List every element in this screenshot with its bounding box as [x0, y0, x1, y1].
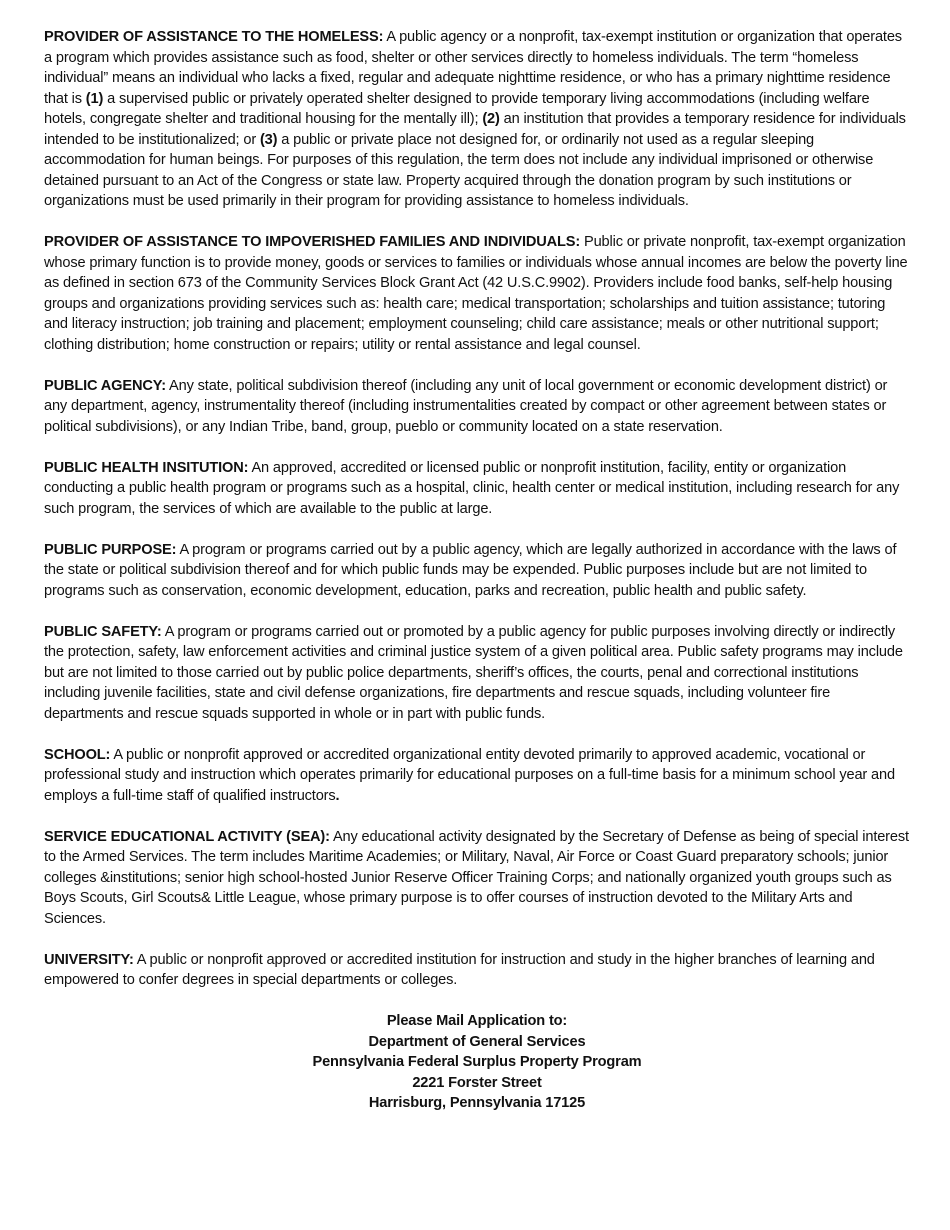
definition-paragraph — [44, 376, 910, 438]
definition-paragraph — [44, 745, 910, 807]
definition-paragraph — [44, 27, 910, 212]
mailing-street: 2221 Forster Street — [412, 1074, 542, 1091]
mailing-heading: Please Mail Application to: — [386, 1013, 568, 1029]
definition-term: SERVICE EDUCATIONAL ACTIVITY (SEA): — [44, 828, 330, 845]
definition-text: A public agency or a nonprofit, tax-exempt institution or organization that operates a program which provides assistance such as food, shelter or other services directly to homeless individuals. The term “homeless individual” means an individual who lacks a fixed, regular and adequate nighttime residence, or who has a primary nighttime residence that is — [44, 29, 902, 107]
definition-term: PUBLIC SAFETY: — [44, 623, 162, 640]
mailing-department: Department of General Services — [368, 1033, 586, 1050]
definition-text: A public or nonprofit approved or accredited institution for instruction and study in the higher branches of learning and empowered to confer degrees in special departments or colleges. — [44, 951, 875, 988]
definition-paragraph — [44, 232, 910, 355]
definition-paragraph — [44, 950, 910, 991]
mailing-address-block — [44, 1011, 910, 1114]
definition-paragraph — [44, 458, 910, 520]
definition-text: an institution that provides a temporary residence for individuals intended to be institutionalized; or — [44, 111, 906, 148]
definition-text: Any state, political subdivision thereof (including any unit of local government or economic development district) or any department, agency, instrumentality thereof (including instrumentalities created by compact or other agreement between states or political subdivisions), or any Indian Tribe, band, group, pueblo or community located on a state reservation. — [44, 377, 888, 435]
definition-term: UNIVERSITY: — [44, 951, 134, 968]
definition-term: PUBLIC PURPOSE: — [44, 541, 177, 558]
definition-term: SCHOOL: — [44, 746, 111, 763]
definition-bold-marker: . — [335, 787, 340, 804]
mailing-city: Harrisburg, Pennsylvania 17125 — [368, 1095, 586, 1111]
definition-text: Public or private nonprofit, tax-exempt organization whose primary function is to provide money, goods or services to families or individuals whose annual incomes are below the poverty line as defined in section 673 of the Community Services Block Grant Act (42 U.S.C.9902). Providers include food banks, self-help housing groups and organizations providing services such as: health care; medical transportation; scholarships and tuition assistance; tutoring and literacy instruction; job training and placement; employment counseling; child care assistance; meals or other nutritional support; clothing distribution; home construction or repairs; utility or rental assistance and legal counsel. — [44, 234, 908, 353]
definition-text: a supervised public or privately operated shelter designed to provide temporary living accommodations (including welfare hotels, congregate shelter and traditional housing for the mentally ill); — [44, 90, 870, 127]
definition-term: PROVIDER OF ASSISTANCE TO IMPOVERISHED FAMILIES AND INDIVIDUALS: — [44, 234, 581, 250]
definition-bold-marker: (2) — [482, 111, 500, 127]
definition-text: A public or nonprofit approved or accredited organizational entity devoted primarily to approved academic, vocational or professional study and instruction which operates primarily for educational purposes on a full-time basis for a minimum school year and employs a full-time staff of qualified instructors — [44, 746, 895, 804]
document-page — [44, 27, 910, 1114]
definition-text: A program or programs carried out by a public agency, which are legally authorized in accordance with the laws of the state or political subdivision thereof and for which public funds may be expended. Public purposes include but are not limited to programs such as conservation, economic development, education, parks and recreation, public health and public safety. — [44, 541, 897, 599]
definition-text: A program or programs carried out or promoted by a public agency for public purposes involving directly or indirectly the protection, safety, law enforcement activities and criminal justice system of a given political area. Public safety programs may include but are not limited to those carried out by public police departments, sheriff’s offices, the courts, penal and correctional institutions including juvenile facilities, state and civil defense organizations, fire departments and rescue squads, including volunteer fire departments and rescue squads supported in whole or in part with public funds. — [44, 623, 903, 722]
mailing-program: Pennsylvania Federal Surplus Property Program — [312, 1054, 642, 1070]
definition-term: PUBLIC HEALTH INSITUTION: — [44, 459, 249, 476]
definition-bold-marker: (1) — [85, 90, 104, 107]
definition-text: a public or private place not designed for, or ordinarily not used as a regular sleeping accommodation for human beings. For purposes of this regulation, the term does not include any individual imprisoned or otherwise detained pursuant to an Act of the Congress or state law. Property acquired through the donation program by such institutions or organizations must be used primarily in their program for providing assistance to homeless individuals. — [44, 131, 874, 209]
definition-term: PROVIDER OF ASSISTANCE TO THE HOMELESS: — [44, 29, 384, 45]
definition-paragraph — [44, 827, 910, 930]
definition-paragraph — [44, 622, 910, 725]
definition-bold-marker: (3) — [259, 131, 278, 148]
definitions-list — [44, 27, 910, 991]
definition-paragraph — [44, 540, 910, 602]
definition-term: PUBLIC AGENCY: — [44, 377, 166, 394]
definition-text: An approved, accredited or licensed public or nonprofit institution, facility, entity or organization conducting a public health program or programs such as a hospital, clinic, health center or medical institution, including research for any such program, the services of which are available to the public at large. — [44, 459, 900, 517]
definition-text: Any educational activity designated by the Secretary of Defense as being of special interest to the Armed Services. The term includes Maritime Academies; or Military, Naval, Air Force or Coast Guard preparatory schools; junior colleges &institutions; senior high school-hosted Junior Reserve Officer Training Corps; and nationally organized youth groups such as Boys Scouts, Girl Scouts& Little League, whose primary purpose is to offer courses of instruction devoted to the Military Arts and Sciences. — [44, 828, 909, 927]
